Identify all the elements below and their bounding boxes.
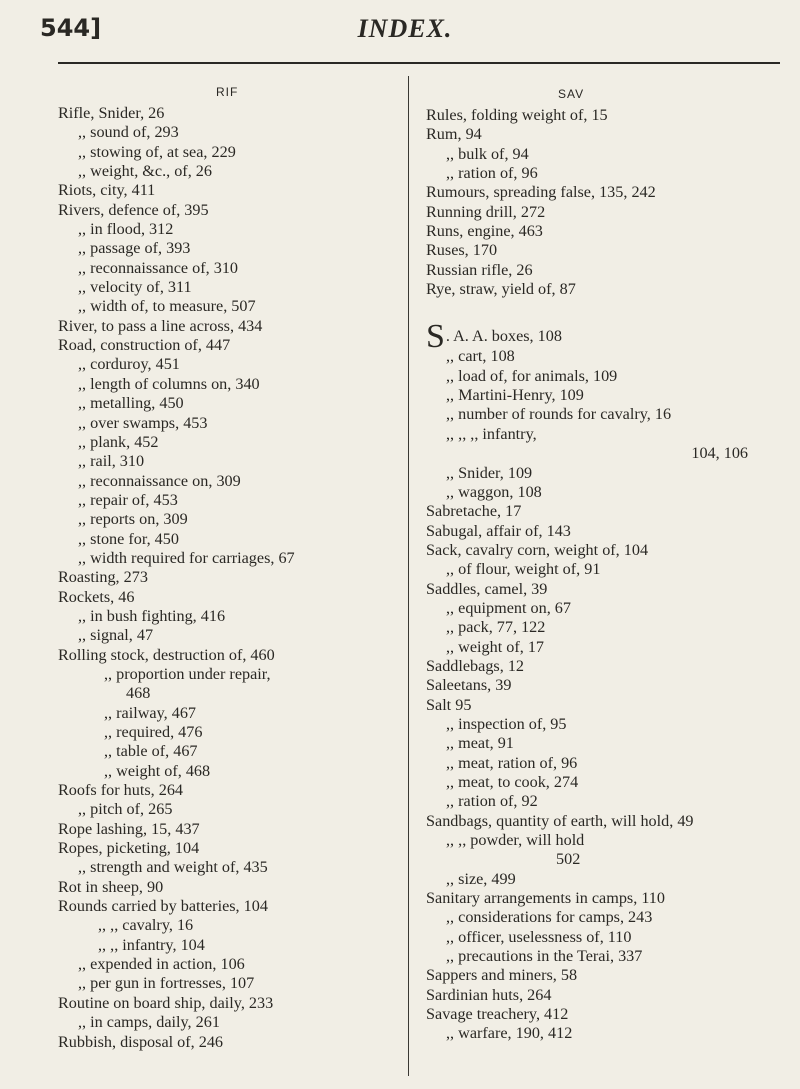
- page-header: [40, 14, 770, 50]
- index-subentry: ,, stowing of, at sea, 229: [78, 142, 236, 161]
- index-subentry: ,, ,, infantry, 104: [98, 935, 205, 954]
- index-entry: Roofs for huts, 264: [58, 781, 184, 800]
- index-subentry: ,, in bush fighting, 416: [78, 606, 226, 625]
- index-subentry: ,, size, 499: [446, 869, 516, 888]
- index-entry: Rubbish, disposal of, 246: [58, 1032, 224, 1051]
- index-entry: Sabretache, 17: [426, 502, 522, 521]
- index-entry: Rumours, spreading false, 135, 242: [426, 183, 656, 202]
- index-subentry: ,, railway, 467: [104, 703, 197, 722]
- index-entry: Russian rifle, 26: [426, 260, 533, 279]
- index-entry: Saddles, camel, 39: [426, 579, 548, 598]
- index-subentry: ,, proportion under repair,: [104, 664, 271, 683]
- index-subentry: ,, velocity of, 311: [78, 278, 192, 297]
- index-subentry: ,, meat, 91: [446, 734, 514, 753]
- column-divider: [408, 76, 409, 1076]
- index-subentry: ,, per gun in fortresses, 107: [78, 974, 255, 993]
- index-subentry: ,, bulk of, 94: [446, 144, 529, 163]
- index-subentry: ,, ,, ,, infantry,: [446, 424, 537, 443]
- index-subentry: ,, stone for, 450: [78, 529, 179, 548]
- index-continuation: 502: [556, 850, 581, 869]
- index-entry-section-start: [426, 318, 788, 356]
- header-rule: [58, 62, 780, 64]
- index-subentry: ,, Martini-Henry, 109: [446, 386, 584, 405]
- index-subentry: ,, in camps, daily, 261: [78, 1013, 220, 1032]
- index-entry: Ruses, 170: [426, 241, 498, 260]
- index-entry: Runs, engine, 463: [426, 222, 543, 241]
- index-entry-text: . A. A. boxes, 108: [445, 327, 562, 346]
- page-number: 544]: [40, 14, 102, 42]
- page-title: INDEX.: [357, 14, 453, 43]
- index-subentry: ,, Snider, 109: [446, 463, 533, 482]
- index-subentry: ,, reports on, 309: [78, 510, 188, 529]
- index-subentry: ,, table of, 467: [104, 742, 198, 761]
- index-subentry: ,, reconnaissance of, 310: [78, 258, 239, 277]
- index-subentry: ,, metalling, 450: [78, 394, 184, 413]
- index-subentry: ,, required, 476: [104, 723, 203, 741]
- index-subentry: ,, meat, to cook, 274: [446, 773, 579, 791]
- index-entry: Salt 95: [426, 695, 472, 714]
- index-entry: Routine on board ship, daily, 233: [58, 993, 274, 1012]
- index-entry: Saleetans, 39: [426, 676, 512, 695]
- index-subentry: ,, weight of, 17: [446, 637, 545, 656]
- index-subentry: ,, in flood, 312: [78, 220, 174, 239]
- index-subentry: ,, ,, cavalry, 16: [98, 916, 194, 935]
- index-entry: Sandbags, quantity of earth, will hold, 49: [426, 811, 694, 830]
- index-entry: Rye, straw, yield of, 87: [426, 280, 576, 299]
- index-subentry: ,, meat, ration of, 96: [446, 753, 578, 772]
- index-subentry: ,, length of columns on, 340: [78, 374, 260, 393]
- index-entry: Sardinian huts, 264: [426, 985, 552, 1004]
- index-entry: Sappers and miners, 58: [426, 966, 578, 985]
- index-entry: Ropes, picketing, 104: [58, 839, 200, 858]
- index-entry: Sanitary arrangements in camps, 110: [426, 889, 665, 908]
- index-subentry: ,, waggon, 108: [446, 482, 542, 501]
- index-subentry: ,, repair of, 453: [78, 490, 178, 509]
- index-entry: Rope lashing, 15, 437: [58, 819, 200, 838]
- index-continuation: 468: [126, 684, 151, 703]
- index-subentry: ,, ration of, 96: [446, 164, 538, 183]
- section-initial: S: [426, 318, 445, 356]
- index-entry: Roasting, 273: [58, 568, 148, 587]
- index-entry: Rules, folding weight of, 15: [426, 106, 608, 124]
- index-entry: Saddlebags, 12: [426, 656, 525, 675]
- index-subentry: ,, width required for carriages, 67: [78, 548, 295, 567]
- index-entry: Savage treachery, 412: [426, 1005, 569, 1024]
- index-entry: Road, construction of, 447: [58, 336, 231, 355]
- index-subentry: ,, strength and weight of, 435: [78, 858, 268, 877]
- index-entry: Rot in sheep, 90: [58, 877, 164, 896]
- index-subentry: ,, ,, powder, will hold: [446, 831, 585, 850]
- index-subentry: ,, officer, uselessness of, 110: [446, 927, 632, 946]
- index-subentry: ,, over swamps, 453: [78, 413, 208, 432]
- index-subentry: ,, ration of, 92: [446, 792, 538, 811]
- left-guide-word: RIF: [216, 85, 239, 99]
- index-subentry: ,, passage of, 393: [78, 239, 191, 258]
- index-subentry: ,, pack, 77, 122: [446, 618, 546, 637]
- index-subentry: ,, corduroy, 451: [78, 355, 180, 374]
- index-subentry: ,, signal, 47: [78, 626, 154, 645]
- index-subentry: ,, weight of, 468: [104, 761, 211, 780]
- index-subentry: ,, number of rounds for cavalry, 16: [446, 405, 672, 424]
- index-subentry: ,, pitch of, 265: [78, 800, 173, 819]
- index-subentry: ,, equipment on, 67: [446, 598, 571, 617]
- index-entry: Running drill, 272: [426, 202, 546, 221]
- index-subentry: ,, of flour, weight of, 91: [446, 560, 601, 579]
- index-entry: Rockets, 46: [58, 587, 135, 606]
- index-entry: Sack, cavalry corn, weight of, 104: [426, 540, 649, 559]
- index-subentry: ,, width of, to measure, 507: [78, 297, 256, 316]
- index-subentry: ,, sound of, 293: [78, 123, 179, 142]
- left-column: [58, 80, 398, 1052]
- index-subentry: ,, expended in action, 106: [78, 955, 245, 974]
- index-subentry: ,, considerations for camps, 243: [446, 908, 653, 927]
- index-subentry: ,, warfare, 190, 412: [446, 1024, 573, 1043]
- index-subentry: ,, weight, &c., of, 26: [78, 162, 212, 181]
- index-entry: Rivers, defence of, 395: [58, 200, 209, 219]
- index-continuation: 104, 106: [691, 444, 748, 463]
- index-subentry: ,, cart, 108: [446, 347, 515, 366]
- index-subentry: ,, reconnaissance on, 309: [78, 471, 241, 490]
- index-entry: River, to pass a line across, 434: [58, 316, 263, 335]
- right-guide-word: SAV: [558, 87, 585, 101]
- index-entry: Rolling stock, destruction of, 460: [58, 645, 275, 664]
- index-subentry: ,, precautions in the Terai, 337: [446, 947, 643, 966]
- index-entry: Sabugal, affair of, 143: [426, 521, 571, 540]
- right-column: [426, 80, 788, 1044]
- index-entry: Riots, city, 411: [58, 181, 156, 200]
- index-subentry: ,, load of, for animals, 109: [446, 366, 618, 385]
- index-entry: Rum, 94: [426, 125, 482, 144]
- index-entry: Rounds carried by batteries, 104: [58, 897, 268, 916]
- index-subentry: ,, plank, 452: [78, 432, 159, 451]
- index-subentry: ,, inspection of, 95: [446, 714, 567, 733]
- index-entry: Rifle, Snider, 26: [58, 104, 165, 122]
- index-subentry: ,, rail, 310: [78, 452, 145, 471]
